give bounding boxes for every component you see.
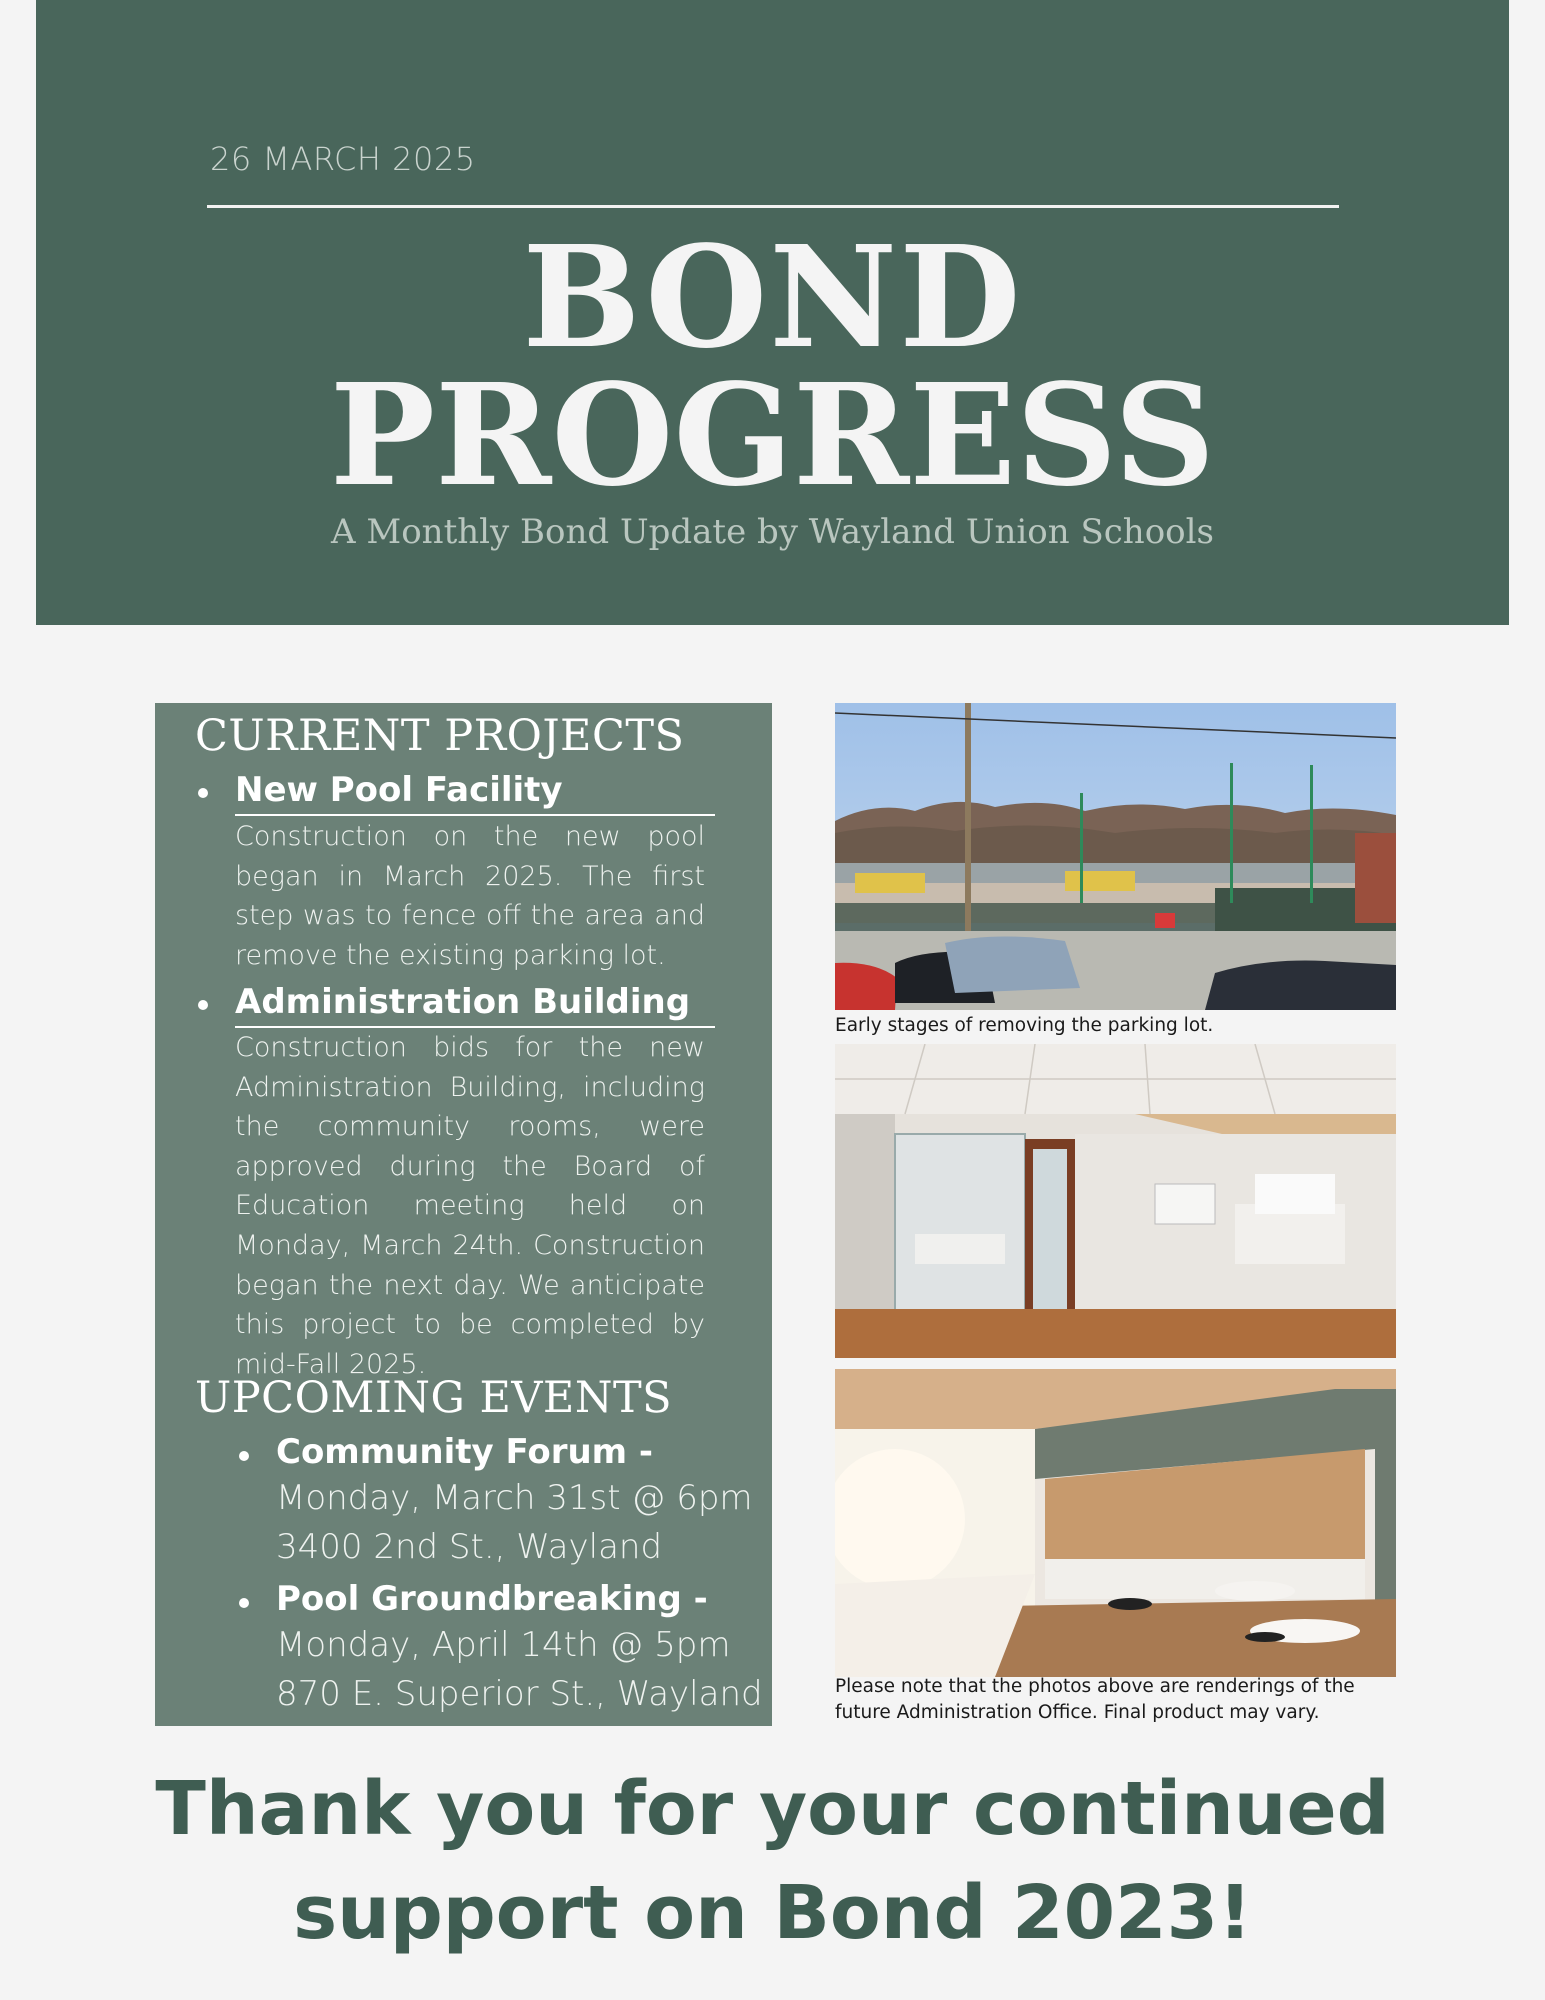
project-heading-admin: Administration Building [235,982,691,1022]
photo-caption-rendering-line2: future Administration Office. Final product may vary. [835,1702,1320,1723]
project-body-admin: Construction bids for the new Administration Building, including the community rooms, were approved during the Board of Education meeting held on Monday, March 24th. Construction began the next day. We anticipate this project to be completed by mid-Fall 2025. [235,1032,705,1380]
event-heading-forum: Community Forum - [276,1432,654,1472]
project-body-pool: Construction on the new pool began in March 2025. The first step was to fence off the area and remove the existing parking lot. [235,821,705,971]
construction-site-image [835,703,1396,1010]
thank-you-line2: support on Bond 2023! [293,1870,1252,1956]
admin-office-rendering-image [835,1044,1396,1358]
photo-admin-rendering-office [835,1044,1396,1358]
title-bond: BOND [522,216,1023,380]
project-underline-pool [235,814,715,816]
current-projects-title: CURRENT PROJECTS [195,711,685,761]
photo-parking-lot-removal [835,703,1396,1010]
event-date-forum: Monday, March 31st @ 6pm [276,1478,753,1518]
photo-admin-rendering-community-room [835,1369,1396,1677]
header-divider [207,205,1339,208]
photo-caption-rendering-line1: Please note that the photos above are renderings of the [835,1676,1355,1697]
community-room-rendering-image [835,1369,1396,1677]
subtitle: A Monthly Bond Update by Wayland Union Schools [331,512,1214,552]
event-date-groundbreaking: Monday, April 14th @ 5pm [276,1625,731,1665]
thank-you-line1: Thank you for your continued [155,1766,1390,1852]
event-address-forum: 3400 2nd St., Wayland [276,1527,663,1567]
issue-date: 26 MARCH 2025 [210,140,476,178]
title-progress: PROGRESS [329,354,1216,518]
event-heading-groundbreaking: Pool Groundbreaking - [276,1579,708,1619]
project-heading-pool: New Pool Facility [235,770,563,810]
info-panel [155,703,772,1726]
photo-caption-parking: Early stages of removing the parking lot. [835,1015,1214,1036]
upcoming-events-title: UPCOMING EVENTS [195,1373,673,1423]
thank-you-message [0,1757,1545,1965]
event-address-groundbreaking: 870 E. Superior St., Wayland [276,1674,763,1714]
